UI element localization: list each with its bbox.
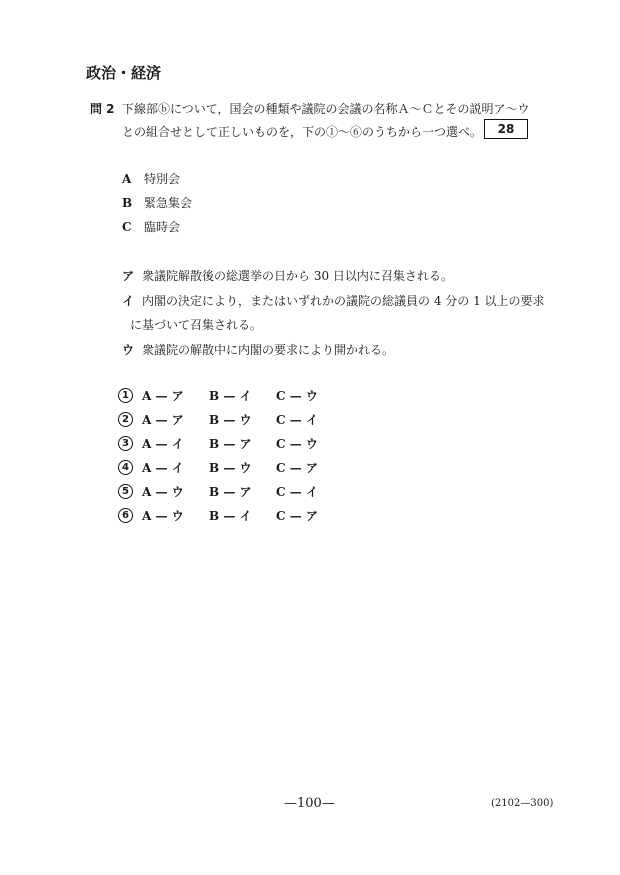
explanation-item [122, 267, 453, 284]
term-letter: A [122, 172, 132, 186]
term-text: 特別会 [144, 172, 181, 186]
answer-number-box: 28 [484, 119, 528, 139]
question-label: 問 2 [90, 102, 115, 116]
term-text: 臨時会 [144, 220, 181, 234]
circled-number-icon: 6 [118, 508, 133, 523]
term-item [122, 170, 180, 187]
choice-option-1[interactable] [118, 387, 343, 404]
choice-pair-c: C — イ [276, 413, 318, 427]
term-item [122, 194, 192, 211]
choice-pair-a: A — イ [142, 461, 184, 475]
choice-option-6[interactable] [118, 507, 343, 524]
circled-number-icon: 5 [118, 484, 133, 499]
section-title: 政治・経済 [86, 64, 162, 82]
choice-pair-c: C — イ [276, 485, 318, 499]
choice-pair-c: C — ウ [276, 389, 318, 403]
choice-pair-a: A — ア [142, 413, 184, 427]
explanation-item [122, 292, 545, 309]
circled-number-icon: 2 [118, 412, 133, 427]
choice-pair-a: A — ウ [142, 485, 184, 499]
circled-number-icon: 3 [118, 436, 133, 451]
choice-pair-c: C — ア [276, 461, 318, 475]
choice-pair-c: C — ア [276, 509, 318, 523]
explanation-continuation: に基づいて召集される。 [130, 318, 263, 332]
explanation-text: 内閣の決定により，またはいずれかの議院の総議員の 4 分の 1 以上の要求 [142, 294, 545, 308]
explanation-label: ア [122, 269, 135, 283]
page-number: —100— [284, 796, 335, 811]
explanation-item [122, 341, 394, 358]
question-text-line-2: との組合せとして正しいものを，下の①～⑥のうちから一つ選べ。 [122, 125, 483, 139]
choice-pair-b: B — イ [209, 509, 252, 523]
explanation-label: ウ [122, 343, 135, 357]
explanation-label: イ [122, 294, 135, 308]
choice-pair-b: B — ウ [209, 461, 252, 475]
question-text-line-1: 下線部ⓑについて，国会の種類や議院の会議の名称Ａ～Ｃとその説明ア～ウ [122, 102, 530, 116]
choice-option-3[interactable] [118, 435, 343, 452]
choice-pair-a: A — ウ [142, 509, 184, 523]
term-letter: B [122, 196, 133, 210]
term-text: 緊急集会 [144, 196, 193, 210]
term-letter: C [122, 220, 132, 234]
explanation-text: 衆議院解散後の総選挙の日から 30 日以内に召集される。 [142, 269, 453, 283]
choice-pair-c: C — ウ [276, 437, 318, 451]
choice-option-4[interactable] [118, 459, 343, 476]
choice-option-5[interactable] [118, 483, 343, 500]
term-item [122, 218, 180, 235]
choice-option-2[interactable] [118, 411, 343, 428]
choice-pair-a: A — ア [142, 389, 184, 403]
choice-pair-b: B — ア [209, 437, 252, 451]
exam-code: (2102—300) [491, 798, 554, 809]
circled-number-icon: 1 [118, 388, 133, 403]
choice-pair-a: A — イ [142, 437, 184, 451]
choice-pair-b: B — イ [209, 389, 252, 403]
choice-pair-b: B — ア [209, 485, 252, 499]
circled-number-icon: 4 [118, 460, 133, 475]
choice-pair-b: B — ウ [209, 413, 252, 427]
explanation-text: 衆議院の解散中に内閣の要求により開かれる。 [142, 343, 395, 357]
